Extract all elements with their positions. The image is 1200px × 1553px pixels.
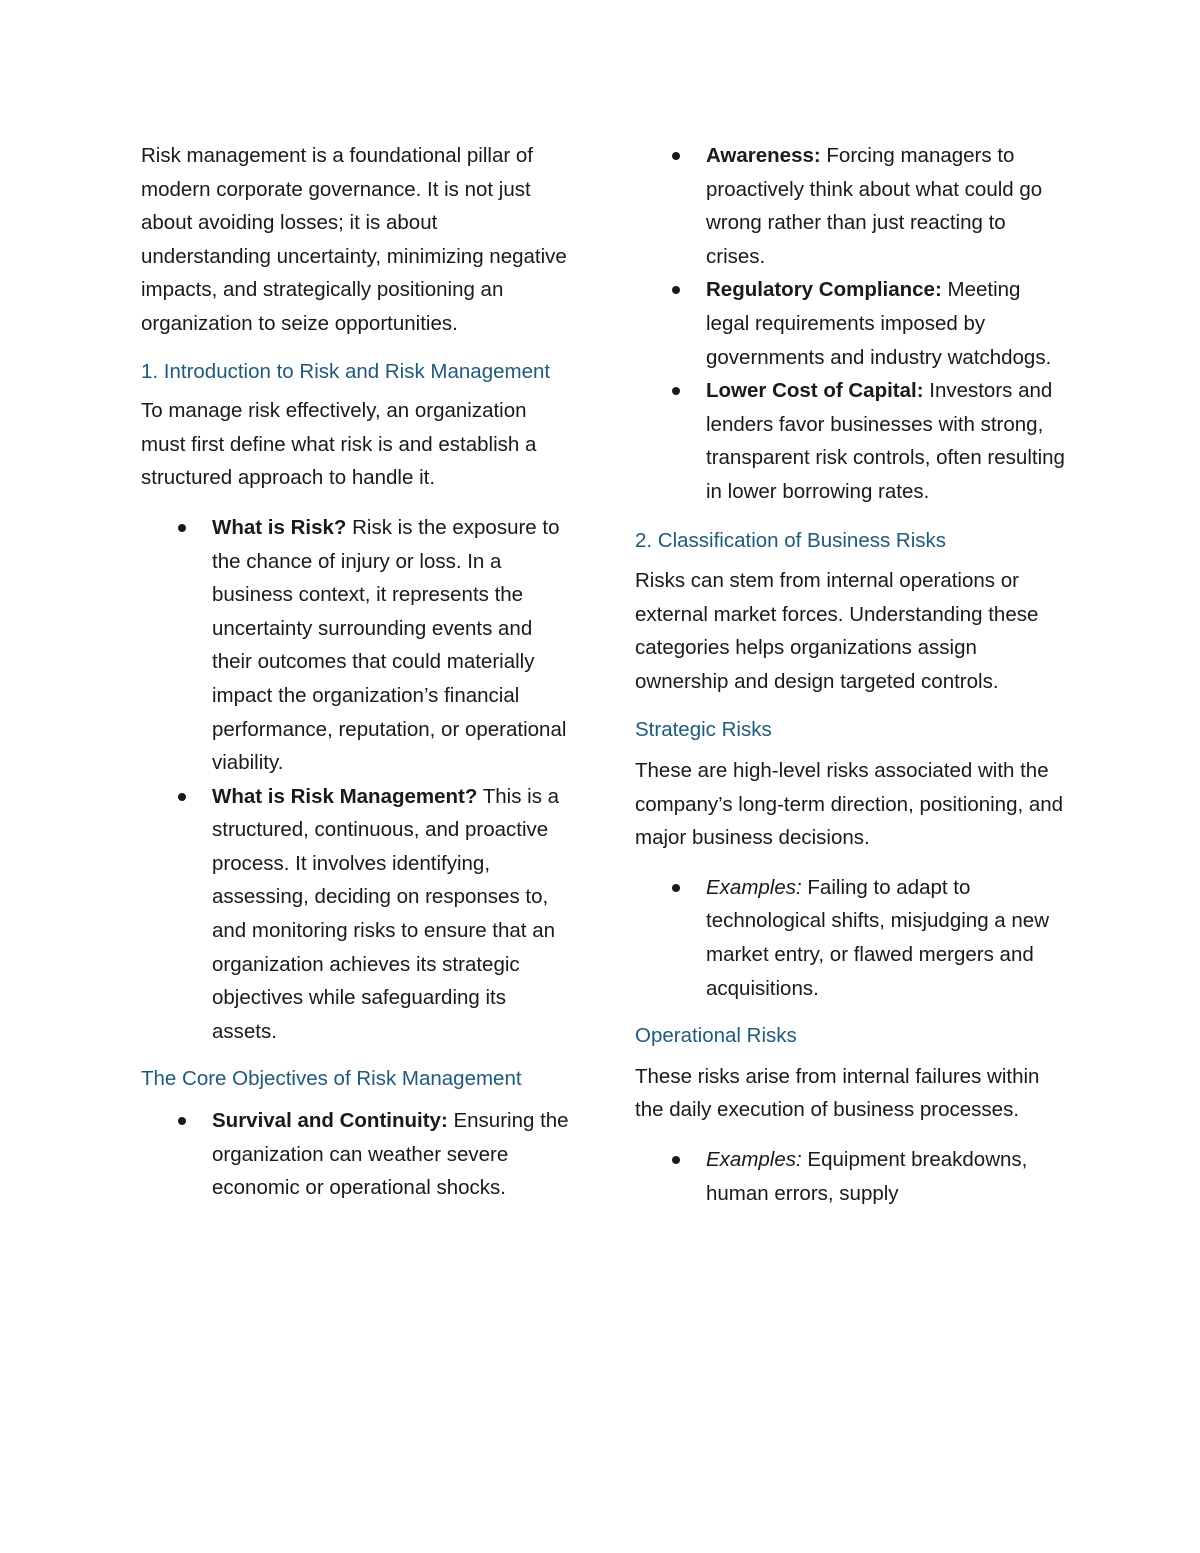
examples-label: Examples: <box>706 875 802 899</box>
term-label: What is Risk Management? <box>212 784 478 808</box>
term-text: Ensuring the organization can weather severe economic or operational shocks. <box>212 1109 569 1200</box>
term-text: Investors and lenders favor businesses with strong, transparent risk controls, often resulting in lower borrowing rates. <box>706 379 1065 503</box>
examples-label: Examples: <box>706 1148 802 1172</box>
definitions-list <box>141 511 569 1049</box>
list-item <box>635 273 1067 374</box>
term-text: Forcing managers to proactively think about what could go wrong rather than just reacting to crises. <box>706 144 1043 268</box>
bullet-icon <box>178 524 186 532</box>
term-text: This is a structured, continuous, and proactive process. It involves identifying, assessing, deciding on responses to, and monitoring risks to ensure that an organization achieves its strategic objectives while safeguarding its assets. <box>212 784 560 1043</box>
objectives-list <box>141 1104 569 1205</box>
term-text: Meeting legal requirements imposed by governments and industry watchdogs. <box>706 278 1052 369</box>
examples-text: Failing to adapt to technological shifts, misjudging a new market entry, or flawed mergers and acquisitions. <box>706 875 1049 1000</box>
section-2-paragraph: Risks can stem from internal operations or external market forces. Understanding these categories helps organizations assign ownership and design targeted controls. <box>635 569 1039 693</box>
term-label: Survival and Continuity: <box>212 1109 448 1133</box>
section-1-paragraph: To manage risk effectively, an organization must first define what risk is and establish a structured approach to handle it. <box>141 399 537 490</box>
operational-examples-list <box>635 1143 1067 1210</box>
bullet-icon <box>178 1117 186 1125</box>
operational-risks-heading: Operational Risks <box>635 1024 797 1048</box>
right-column <box>635 139 1067 1210</box>
term-label: Awareness: <box>706 144 821 167</box>
bullet-icon <box>178 793 186 801</box>
list-item <box>141 1104 569 1205</box>
list-item <box>141 780 569 1049</box>
list-item <box>635 374 1067 508</box>
strategic-risks-paragraph: These are high-level risks associated with the company’s long-term direction, positioning, and major business decisions. <box>635 759 1064 850</box>
section-1-heading: 1. Introduction to Risk and Risk Management <box>141 359 551 383</box>
list-item <box>635 871 1067 1005</box>
bullet-icon <box>672 152 680 160</box>
operational-risks-paragraph: These risks arise from internal failures within the daily execution of business processes. <box>635 1064 1040 1122</box>
section-2-heading: 2. Classification of Business Risks <box>635 528 947 552</box>
strategic-risks-heading: Strategic Risks <box>635 717 772 741</box>
bullet-icon <box>672 884 680 892</box>
term-label: Lower Cost of Capital: <box>706 379 924 403</box>
examples-text: Equipment breakdowns, human errors, supply <box>706 1148 1028 1205</box>
term-label: What is Risk? <box>212 515 347 539</box>
objectives-heading: The Core Objectives of Risk Management <box>141 1067 522 1091</box>
left-column <box>141 139 569 1205</box>
term-text: Risk is the exposure to the chance of injury or loss. In a business context, it represents the uncertainty surrounding events and their outcomes that could materially impact the organization’s financial performance, reputation, or operational viability. <box>212 515 567 775</box>
list-item <box>141 511 569 780</box>
bullet-icon <box>672 387 680 395</box>
list-item <box>635 1143 1067 1210</box>
bullet-icon <box>672 1156 680 1164</box>
strategic-examples-list <box>635 871 1067 1005</box>
term-label: Regulatory Compliance: <box>706 278 942 302</box>
intro-paragraph: Risk management is a foundational pillar of modern corporate governance. It is not just about avoiding losses; it is about understanding uncertainty, minimizing negative impacts, and strategically positioning an organization to seize opportunities. <box>141 144 567 335</box>
bullet-icon <box>672 286 680 294</box>
list-item <box>635 139 1067 273</box>
objectives-list-continued <box>635 139 1067 509</box>
